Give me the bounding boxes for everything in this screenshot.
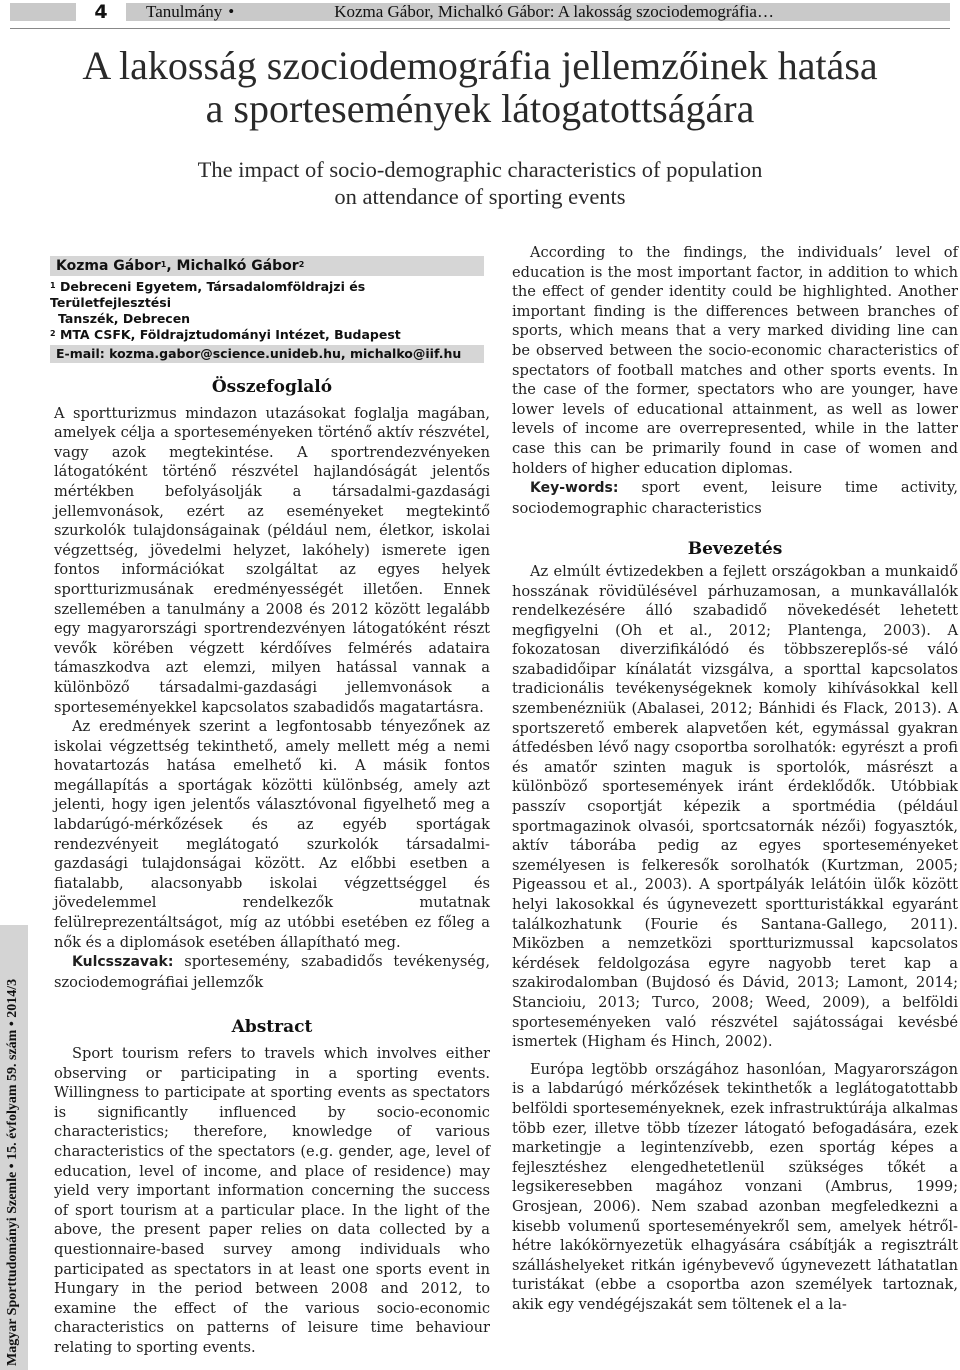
author-1-sup: 1 bbox=[160, 260, 167, 269]
abstract-keywords bbox=[512, 478, 958, 518]
bevezetes-paragraph-2: Európa legtöbb országához hasonlóan, Magyarországon is a labdarúgó mérkőzések tekinthetők a leglátogatottabb belföldi sporteseményeknek, ezek infrastruktúrája alkalmas több ezer, illetve több tízezer látogató befogadására, ezek marketingje a legintenzívebb, ezen sportág képes a fejlesztéshez elengedhetetlenül szükséges tőkét a legsikeresebben magához vonzani (Ambrus, 1999; Grosjean, 2006). Nem szabad azonban megfeledkezni a kisebb volumenű sporteseményekről sem, amelyek hétről-hétre lakókörnyezetük elhagyására csábítják a regisztrált szálláshelyeket ritkán igénybevevő úgynevezett láthatatlan turistákat (ebbe a csoportba azon személyek tartoznak, akik egy vendégéjszakát sem töltenek el a la- bbox=[512, 1060, 958, 1313]
bevezetes-heading: Bevezetés bbox=[687, 539, 783, 560]
affiliation-2-text: MTA CSFK, Földrajztudományi Intézet, Budapest bbox=[59, 327, 401, 342]
email-line: E-mail: kozma.gabor@science.unideb.hu, michalko@iif.hu bbox=[50, 345, 484, 363]
osszefoglalo-heading: Összefoglaló bbox=[211, 377, 333, 397]
key-words-label: Key-words: bbox=[530, 480, 619, 497]
article-title bbox=[20, 44, 940, 130]
title-line-1: A lakosság szociodemográfia jellemzőinek hatása bbox=[82, 43, 878, 88]
article-subtitle bbox=[20, 156, 940, 210]
page-number: 4 bbox=[94, 1, 108, 23]
affiliation-1-cont: Tanszék, Debrecen bbox=[58, 311, 191, 326]
affiliation-box bbox=[50, 256, 484, 363]
header-bullet: • bbox=[228, 2, 235, 21]
subtitle-line-2: on attendance of sporting events bbox=[334, 184, 626, 209]
abstract-paragraph-2: According to the findings, the individuals’ level of education is the most important factor, in addition to which the effect of gender identity could be highlighted. Another important finding is the differences between branches of sports, which means that a very marked dividing line can be observed between the socio-economic characteristics of spectators of football matches and other sports events. In the case of the former, spectators who are younger, have lower levels of educational attainment, as well as lower levels of income are overrepresented, while in the latter case this can be primarily found in case of women and holders of higher education diplomas. bbox=[512, 244, 958, 477]
section-label: Tanulmány bbox=[146, 2, 223, 21]
affiliation-2 bbox=[50, 327, 484, 343]
journal-side-label: Magyar Sporttudományi Szemle • 15. évfolyam 59. szám • 2014/3 bbox=[5, 978, 20, 1366]
kulcsszavak-text: sportesemény, szabadidős tevékenység, szociodemográfiai jellemzők bbox=[54, 953, 490, 991]
header-shade-left bbox=[10, 3, 76, 21]
left-column bbox=[54, 378, 490, 1358]
author-line bbox=[50, 256, 484, 276]
affiliation-1-num: 1 bbox=[50, 281, 56, 290]
osszefoglalo-keywords bbox=[54, 952, 490, 992]
right-column bbox=[512, 243, 958, 1314]
author-2: Michalkó Gábor bbox=[176, 258, 299, 274]
osszefoglalo-paragraph-2: Az eredmények szerint a legfontosabb tényezőnek az iskolai végzettség tekinthető, amely mellett még a nemi hovatartozás hatása emelhető ki. A másik fontos megállapítás a sportágak közötti különbség, amely azt jelenti, hogy igen jelentős választóvonal figyelhető meg a labdarúgó-mérkőzések és az egyéb sportágak rendezvényeit meglátogató szurkolók társadalmi-gazdasági tulajdonságai között. Az előbbi esetben a fiatalabb, alacsonyabb iskolai végzettséggel és jövedelemmel rendelkezők mutatnak felülreprezentáltságot, míg az utóbbi esetében ez főleg a nők és a diplomások esetében állapítható meg. bbox=[54, 718, 490, 951]
abstract-paragraph-1: Sport tourism refers to travels which involves either observing or participating in a sporting events. Willingness to participate at sporting events as spectators is significantly influenced by socio-economic characteristics; therefore, knowledge of various characteristics of the spectators (e.g. gender, age, level of education, level of income, and place of residence) may yield very important information concerning the success of sport tourism at a particular place. In the light of the above, the present paper relies on data collected by a questionnaire-based survey among individuals who participated as spectators in at least one sports event in Hungary in the period between 2008 and 2012, to examine the effect of the various socio-economic characteristics on patterns of leisure time behaviour relating to sporting events. bbox=[54, 1045, 490, 1356]
running-header bbox=[0, 0, 960, 24]
kulcsszavak-label: Kulcsszavak: bbox=[72, 954, 174, 971]
key-words-text: sport event, leisure time activity, sociodemographic characteristics bbox=[512, 479, 958, 517]
running-title bbox=[146, 2, 946, 22]
affiliation-1-line-1: Debreceni Egyetem, Társadalomföldrajzi és Területfejlesztési bbox=[50, 279, 366, 310]
affiliation-1 bbox=[50, 279, 484, 311]
header-rule bbox=[10, 28, 950, 29]
author-2-sup: 2 bbox=[298, 260, 305, 269]
subtitle-line-1: The impact of socio-demographic characteristics of population bbox=[197, 157, 763, 182]
affiliation-2-num: 2 bbox=[50, 329, 56, 338]
author-separator: , bbox=[166, 258, 177, 274]
title-line-2: a sportesemények látogatottságára bbox=[205, 86, 755, 131]
osszefoglalo-paragraph-1: A sportturizmus mindazon utazásokat foglalja magában, amelyek célja a sporteseményeken történő aktív részvétel, vagy azok megtekintése. A sportrendezvényeken látogatóként történő részvétel hajlandóságát jelentős mértékben befolyásolják a társadalmi-gazdasági jellemvonások, ezért az eseményeket megtekintő szurkolók tulajdonságainak (például nem, életkor, iskolai végzettség, jövedelmi helyzet, lakóhely) ismerete igen fontos információkat szolgáltat az egyes helyek sportturizmusának eredményességét illetően. Ennek szellemében a tanulmány a 2008 és 2012 között legalább egy magyarországi sportrendezvényen látogatóként részt vevők körében végzett kérdőíves felmérés adataira támaszkodva azt elemzi, milyen hatással vannak a különböző társadalmi-gazdasági jellemvonások a sporteseményekkel kapcsolatos szabadidős magatartásra. bbox=[54, 404, 490, 716]
abstract-heading: Abstract bbox=[231, 1017, 313, 1038]
running-title-text: Kozma Gábor, Michalkó Gábor: A lakosság szociodemográfia… bbox=[334, 2, 774, 21]
author-1: Kozma Gábor bbox=[56, 258, 161, 274]
bevezetes-paragraph-1: Az elmúlt évtizedekben a fejlett országokban a munkaidő hosszának rövidülésével párhuzamosan, a munkavállalók rendelkezésére álló szabadidő növekedését lehetett megfigyelni (Oh et al., 2012; Plantenga, 2003). A fokozatosan diverzifikálódó és többszereplős-sé váló szabadidőipar kínálatát vizsgálva, a sporttal kapcsolatos tradicionális tevékenységeknek komoly kihívásokkal kell szembenézniük (Abalasei, 2012; Bánhidi és Flack, 2013). A sportszerető emberek alapvetően két, egymással gyakran átfedésben lévő nagy csoportba sorolhatók: egyrészt a profi és amatőr szinten maguk is sportolók, másrészt a különböző sportesemények iránt érdeklődők. Utóbbiak passzív csoportját képezik a sportmédia (például sportmagazinok olvasói, sportcsatornák nézői) fogyasztók, aktív táborába pedig az egyes sporteseményeket személyesen is felkeresők sorolhatók (Kurtzman, 2005; Pigeassou et al., 2003). A sportpályák lelátóin ülők között helyi lakosokkal és úgynevezett sportturistákkal egyaránt találkozhatunk (Fourie és Santana-Gallego, 2011). Miközben a nemzetközi sportturizmussal kapcsolatos kérdések feldolgozása egyre nagyobb teret kap a szakirodalomban (Bujdosó és Dávid, 2013; Lamont, 2014; Stancioiu, 2013; Turco, 2008; Weed, 2009), a belföldi sporteseményeken való részvétel sajátosságai kevésbé ismertek (Higham és Hinch, 2002). bbox=[512, 562, 958, 1051]
